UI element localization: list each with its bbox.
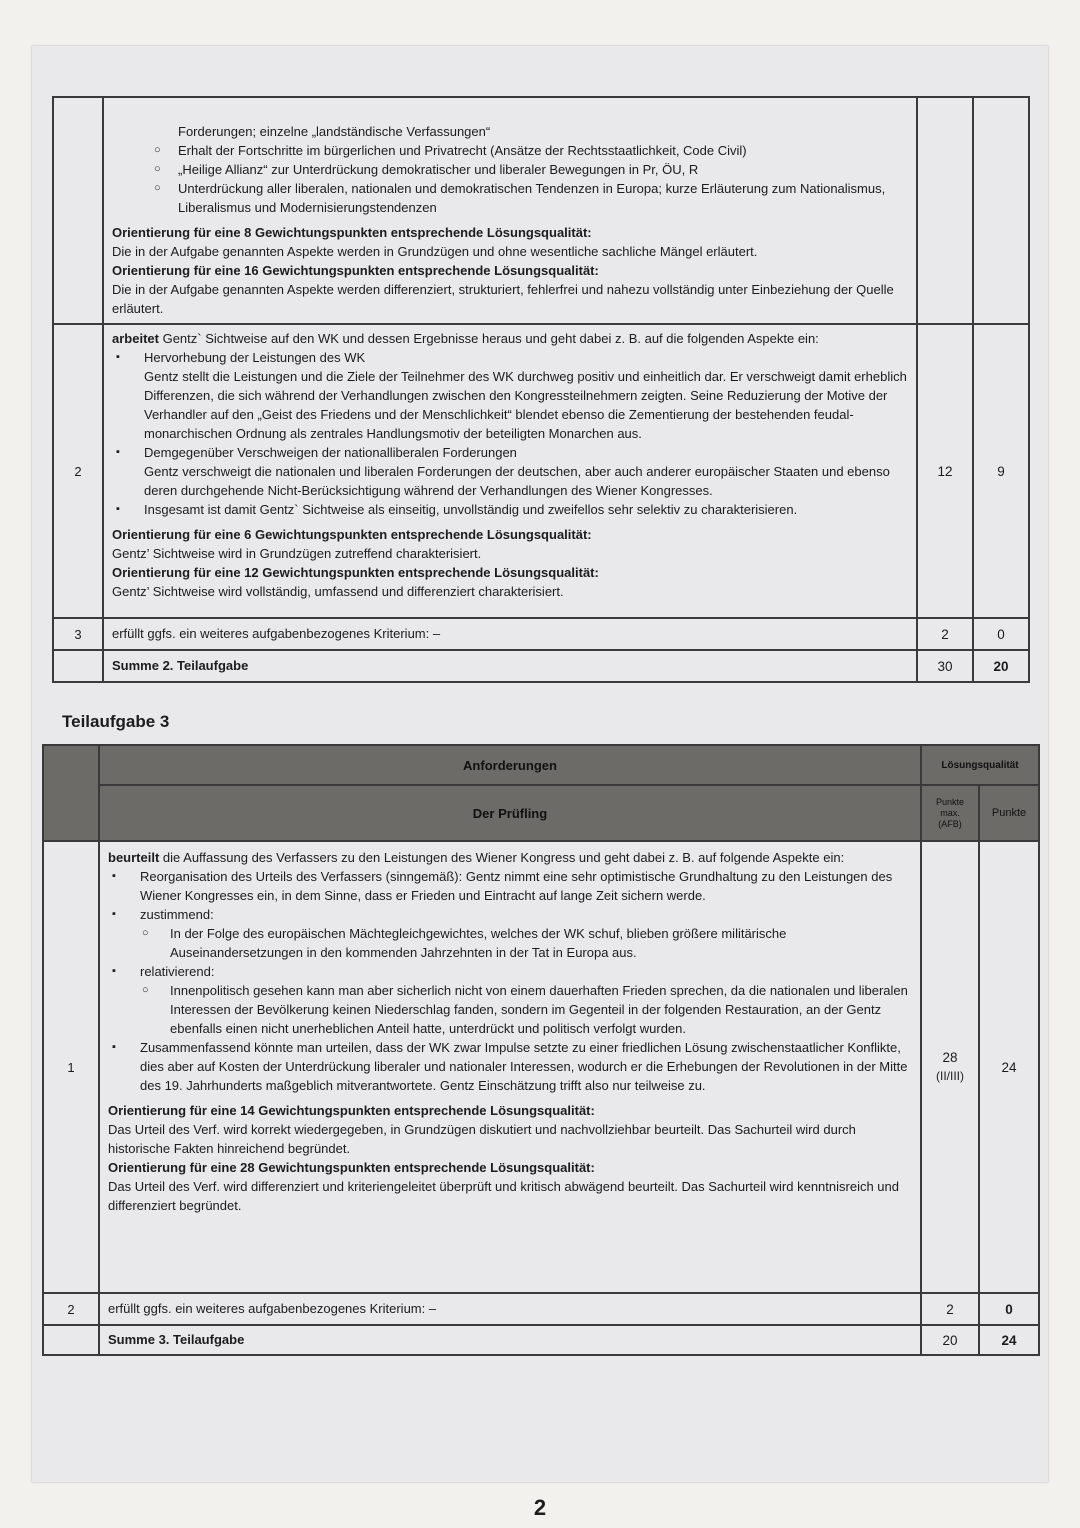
header-max-points-line: (AFB)	[938, 818, 962, 829]
criteria-intro	[112, 329, 910, 348]
list-item: ▪ Zusammenfassend könnte man urteilen, dass der WK zwar Impulse setzte zu einer friedlichen Lösung zwischenstaatlicher Konflikte, dies aber auf Kosten der Unterdrückung liberaler und nationaler Interessen, wodurch er die Erhebungen der Revolutionen in der Mitte des 19. Jahrhunderts maßgeblich mitverantwortete. Gentz Einschätzung trifft also nur teilweise zu.	[108, 1038, 914, 1095]
criteria-intro-text: die Auffassung des Verfassers zu den Leistungen des Wiener Kongress und geht dabei z. B. auf folgende Aspekte ein:	[159, 850, 845, 865]
orientation-text: Das Urteil des Verf. wird korrekt wiedergegeben, in Grundzügen diskutiert und nachvollziehbar beurteilt. Das Sachurteil wird durch historische Fakten hinreichend begründet.	[108, 1122, 856, 1156]
header-row	[43, 785, 1039, 841]
criteria-cell: erfüllt ggfs. ein weiteres aufgabenbezogenes Kriterium: –	[103, 618, 917, 650]
operator-verb: beurteilt	[108, 850, 160, 865]
list-item	[108, 962, 914, 1038]
sub-list	[140, 924, 914, 962]
header-number-cell	[43, 745, 99, 841]
orientation-text: Die in der Aufgabe genannten Aspekte werden differenziert, strukturiert, fehlerfrei und nahezu vollständig unter Einbeziehung der Quelle erläutert.	[112, 282, 894, 316]
sum-points: 20	[973, 650, 1029, 682]
aspect-heading: ▪ zustimmend:	[140, 907, 214, 922]
list-item: ○ „Heilige Allianz“ zur Unterdrückung demokratischer und liberaler Bewegungen in Pr, ÖU, R	[154, 160, 910, 179]
header-max-points-line: Punkte	[935, 796, 965, 807]
orientation-text: Gentz’ Sichtweise wird in Grundzügen zutreffend charakterisiert.	[112, 546, 482, 561]
criteria-cell	[99, 841, 921, 1293]
aspect-heading: ▪ Demgegenüber Verschweigen der nationalliberalen Forderungen	[144, 445, 517, 460]
orientation-text: Die in der Aufgabe genannten Aspekte werden in Grundzügen und ohne wesentliche sachliche Mängel erläutert.	[112, 244, 758, 259]
header-points: Punkte	[979, 785, 1039, 841]
max-points: 12	[917, 324, 973, 618]
criteria-intro-text: Gentz` Sichtweise auf den WK und dessen Ergebnisse heraus und geht dabei z. B. auf die folgenden Aspekte ein:	[158, 331, 819, 346]
criteria-cell: erfüllt ggfs. ein weiteres aufgabenbezogenes Kriterium: –	[99, 1293, 921, 1325]
row-number-cell	[43, 1325, 99, 1355]
sum-label: Summe 2. Teilaufgabe	[103, 650, 917, 682]
list-item: ○ In der Folge des europäischen Mächtegleichgewichtes, welches der WK schuf, blieben größere militärische Auseinandersetzungen in den kommenden Jahrzehnten in der Tat in Europa aus.	[140, 924, 914, 962]
section-title: Teilaufgabe 3	[62, 712, 170, 731]
list-item: ○ Erhalt der Fortschritte im bürgerlichen und Privatrecht (Ansätze der Rechtsstaatlichkeit, Code Civil)	[154, 141, 910, 160]
points: 0	[973, 618, 1029, 650]
orientation-title: Orientierung für eine 14 Gewichtungspunkten entsprechende Lösungsqualität:	[108, 1103, 595, 1118]
sum-max-points: 20	[921, 1325, 979, 1355]
table-teilaufgabe-3	[42, 744, 1040, 1356]
points-cell	[973, 97, 1029, 324]
orientation-title: Orientierung für eine 28 Gewichtungspunkten entsprechende Lösungsqualität:	[108, 1160, 595, 1175]
orientation-text: Das Urteil des Verf. wird differenziert und kriteriengeleitet überprüft und kritisch abwägend beurteilt. Das Sachurteil wird kenntnisreich und differenziert begründet.	[108, 1179, 899, 1213]
table-row	[53, 97, 1029, 324]
row-number-cell	[53, 650, 103, 682]
list-item: ○ Unterdrückung aller liberalen, nationalen und demokratischen Tendenzen in Europa; kurze Erläuterung zum Nationalismus, Liberalismus und Modernisierungstendenzen	[154, 179, 910, 217]
points: 24	[979, 841, 1039, 1293]
max-points: 2	[921, 1293, 979, 1325]
row-number: 2	[53, 324, 103, 618]
table-row	[53, 618, 1029, 650]
aspect-text: Gentz stellt die Leistungen und die Ziele der Teilnehmer des WK durchweg positiv und einheitlich dar. Er verschweigt damit erheblich Differenzen, die sich während der Verhandlungen zwischen den Kongressteilnehmern zeigten. Seine Reduzierung der Motive der Verhandler auf den „Geist des Friedens und der Menschlichkeit“ blendet ebenso die Zementierung der bestehenden feudal-monarchischen Ordnung als zentrales Handlungsmotiv der beteiligten Monarchen aus.	[144, 369, 907, 441]
row-number: 1	[43, 841, 99, 1293]
list-item: ○ Innenpolitisch gesehen kann man aber sicherlich nicht von einem dauerhaften Frieden sprechen, da die nationalen und liberalen Interessen der Bevölkerung keinen Niederschlag fanden, sondern im Gegenteil in der folgenden Restauration, an der Gentz ebenfalls einen nicht unerheblichen Anteil hatte, unterdrückt und politisch verfolgt wurden.	[140, 981, 914, 1038]
table-row	[43, 1293, 1039, 1325]
max-points-cell	[921, 841, 979, 1293]
list-item	[112, 348, 910, 443]
aspect-heading: ▪ Insgesamt ist damit Gentz` Sichtweise als einseitig, unvollständig und zweifellos sehr selektiv zu charakterisieren.	[144, 502, 798, 517]
page-number: 2	[533, 1495, 547, 1520]
aspect-list	[112, 348, 910, 519]
points: 9	[973, 324, 1029, 618]
sum-max-points: 30	[917, 650, 973, 682]
orientation-title: Orientierung für eine 12 Gewichtungspunkten entsprechende Lösungsqualität:	[112, 565, 599, 580]
orientation-title: Orientierung für eine 6 Gewichtungspunkten entsprechende Lösungsqualität:	[112, 527, 592, 542]
orientation-text: Gentz’ Sichtweise wird vollständig, umfassend und differenziert charakterisiert.	[112, 584, 564, 599]
sum-row	[53, 650, 1029, 682]
list-item: ▪ Reorganisation des Urteils des Verfassers (sinngemäß): Gentz nimmt eine sehr optimistische Grundhaltung zu den Leistungen des Wiener Kongresses ein, in dem Sinne, dass er Frieden und Eintracht auf lange Zeit sichern werde.	[108, 867, 914, 905]
table-row	[53, 324, 1029, 618]
orientation-title: Orientierung für eine 16 Gewichtungspunkten entsprechende Lösungsqualität:	[112, 263, 599, 278]
sum-points: 24	[979, 1325, 1039, 1355]
row-number: 2	[43, 1293, 99, 1325]
max-points: 2	[917, 618, 973, 650]
header-max-points-line: max.	[940, 807, 960, 818]
header-anforderungen: Anforderungen	[99, 745, 921, 785]
aspect-heading: ▪ Hervorhebung der Leistungen des WK	[144, 350, 366, 365]
criteria-cell	[103, 97, 917, 324]
table-teilaufgabe-2	[52, 96, 1030, 683]
continuation-text: Forderungen; einzelne „landständische Verfassungen“	[178, 124, 491, 139]
list-item	[112, 500, 910, 519]
bullet-list	[112, 141, 910, 217]
points: 0	[979, 1293, 1039, 1325]
list-item	[112, 443, 910, 500]
criteria-intro	[108, 848, 914, 867]
sum-label: Summe 3. Teilaufgabe	[99, 1325, 921, 1355]
max-points-cell	[917, 97, 973, 324]
orientation-title: Orientierung für eine 8 Gewichtungspunkten entsprechende Lösungsqualität:	[112, 225, 592, 240]
aspect-text: Gentz verschweigt die nationalen und liberalen Forderungen der deutschen, aber auch anderer europäischer Staaten und ebenso deren durchgehende Nicht-Berücksichtigung während der Verhandlungen des Wiener Kongresses.	[144, 464, 890, 498]
row-number: 3	[53, 618, 103, 650]
operator-verb: arbeitet	[112, 331, 159, 346]
header-max-points	[921, 785, 979, 841]
list-item	[108, 905, 914, 962]
max-points: 28	[942, 1050, 958, 1065]
sum-row	[43, 1325, 1039, 1355]
header-row	[43, 745, 1039, 785]
row-number-cell	[53, 97, 103, 324]
criteria-cell	[103, 324, 917, 618]
aspect-list	[108, 867, 914, 1095]
header-loesungsqualitaet: Lösungsqualität	[921, 745, 1039, 785]
table-row	[43, 841, 1039, 1293]
afb-level: (II/III)	[936, 1069, 964, 1083]
aspect-heading: ▪ relativierend:	[140, 964, 215, 979]
header-pruefling: Der Prüfling	[99, 785, 921, 841]
sub-list	[140, 981, 914, 1038]
